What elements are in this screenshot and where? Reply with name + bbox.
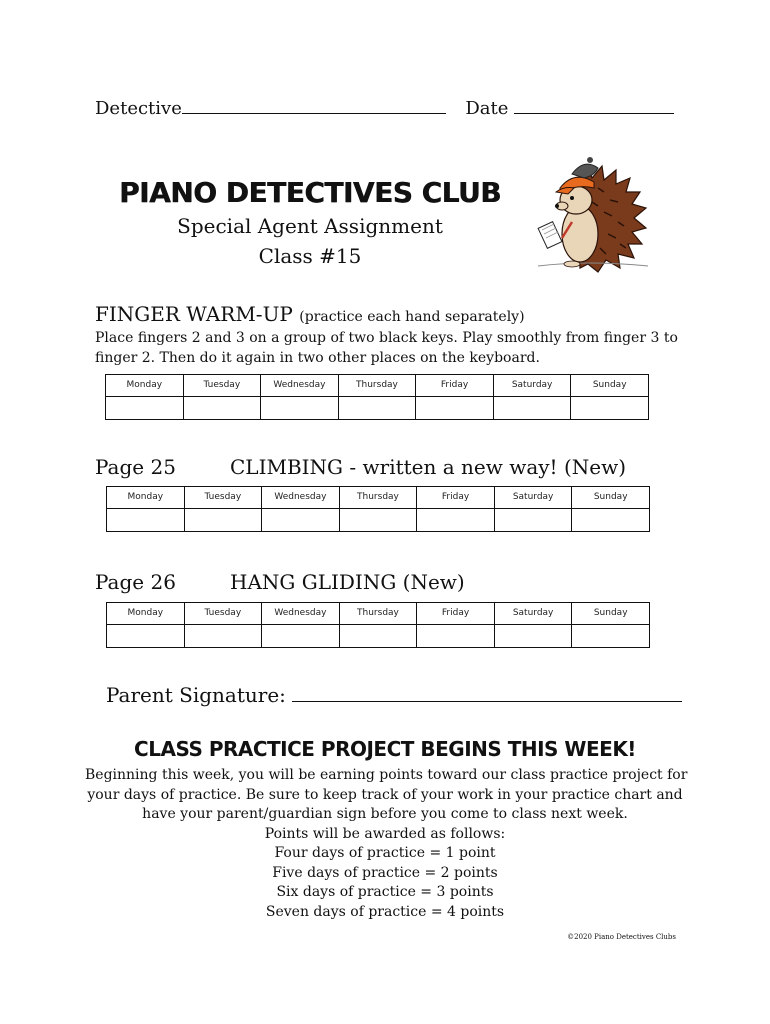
date-label: Date: [465, 98, 509, 119]
warmup-practice-chart: [105, 374, 649, 420]
subtitle: Special Agent Assignment: [177, 214, 443, 238]
check-cell[interactable]: [572, 509, 650, 532]
check-cell[interactable]: [493, 397, 571, 420]
page-26-practice-chart: [106, 602, 650, 648]
instructions-line-1: Place fingers 2 and 3 on a group of two black keys. Play smoothly from finger 3 to: [95, 330, 678, 346]
project-title: CLASS PRACTICE PROJECT BEGINS THIS WEEK!: [134, 737, 636, 761]
check-cell[interactable]: [261, 397, 339, 420]
points-line: Four days of practice = 1 point: [274, 845, 496, 861]
check-cell[interactable]: [183, 397, 261, 420]
warmup-instructions: [95, 328, 678, 368]
check-cell[interactable]: [338, 397, 416, 420]
day-friday: Friday: [417, 603, 495, 625]
day-saturday: Saturday: [494, 487, 572, 509]
day-sunday: Sunday: [571, 375, 649, 397]
check-cell[interactable]: [417, 625, 495, 648]
project-line: have your parent/guardian sign before you come to class next week.: [142, 806, 628, 822]
page-title: PIANO DETECTIVES CLUB: [119, 176, 501, 209]
day-monday: Monday: [107, 487, 185, 509]
project-description: [85, 766, 688, 922]
check-cell[interactable]: [184, 509, 262, 532]
check-cell[interactable]: [339, 509, 417, 532]
check-cell[interactable]: [262, 509, 340, 532]
warmup-note: (practice each hand separately): [299, 309, 525, 325]
day-wednesday: Wednesday: [262, 487, 340, 509]
check-cell[interactable]: [416, 397, 494, 420]
chart-checkbox-row: [107, 509, 650, 532]
points-line: Five days of practice = 2 points: [272, 864, 498, 881]
header-line: [95, 98, 674, 119]
check-cell[interactable]: [494, 509, 572, 532]
project-line: Beginning this week, you will be earning points toward our class practice project for: [85, 767, 688, 783]
copyright: ©2020 Piano Detectives Clubs: [567, 933, 676, 941]
check-cell[interactable]: [107, 509, 185, 532]
check-cell[interactable]: [417, 509, 495, 532]
points-line: Six days of practice = 3 points: [276, 884, 494, 900]
day-sunday: Sunday: [572, 603, 650, 625]
check-cell[interactable]: [339, 625, 417, 648]
day-tuesday: Tuesday: [183, 375, 261, 397]
day-monday: Monday: [106, 375, 184, 397]
day-thursday: Thursday: [338, 375, 416, 397]
parent-signature: [106, 683, 682, 707]
class-number: Class #15: [258, 244, 362, 268]
points-intro: Points will be awarded as follows:: [264, 825, 506, 842]
check-cell[interactable]: [106, 397, 184, 420]
day-wednesday: Wednesday: [261, 375, 339, 397]
day-saturday: Saturday: [494, 603, 572, 625]
day-saturday: Saturday: [493, 375, 571, 397]
check-cell[interactable]: [262, 625, 340, 648]
day-thursday: Thursday: [339, 603, 417, 625]
day-monday: Monday: [107, 603, 185, 625]
detective-label: Detective: [95, 98, 182, 119]
day-friday: Friday: [416, 375, 494, 397]
page-25-label: Page 25: [95, 455, 176, 479]
day-tuesday: Tuesday: [184, 603, 262, 625]
chart-checkbox-row: [106, 397, 649, 420]
day-thursday: Thursday: [339, 487, 417, 509]
parent-signature-line[interactable]: [292, 687, 682, 702]
chart-checkbox-row: [107, 625, 650, 648]
day-tuesday: Tuesday: [184, 487, 262, 509]
warmup-heading: [95, 302, 525, 326]
page-25-practice-chart: [106, 486, 650, 532]
hedgehog-detective-icon: [528, 148, 656, 276]
parent-signature-label: Parent Signature:: [106, 683, 286, 707]
project-line: your days of practice. Be sure to keep track of your work in your practice chart and: [87, 786, 683, 803]
chart-header-row: [107, 603, 650, 625]
check-cell[interactable]: [107, 625, 185, 648]
check-cell[interactable]: [571, 397, 649, 420]
chart-header-row: [106, 375, 649, 397]
warmup-title: FINGER WARM-UP: [95, 302, 293, 326]
day-friday: Friday: [417, 487, 495, 509]
chart-header-row: [107, 487, 650, 509]
check-cell[interactable]: [184, 625, 262, 648]
date-line[interactable]: [514, 99, 674, 114]
instructions-line-2: finger 2. Then do it again in two other places on the keyboard.: [95, 350, 540, 366]
check-cell[interactable]: [494, 625, 572, 648]
detective-name-line[interactable]: [182, 99, 446, 114]
page-26-title: HANG GLIDING (New): [230, 570, 465, 594]
page-25-title: CLIMBING - written a new way! (New): [230, 455, 627, 479]
day-sunday: Sunday: [572, 487, 650, 509]
points-line: Seven days of practice = 4 points: [265, 903, 505, 920]
day-wednesday: Wednesday: [262, 603, 340, 625]
page-26-label: Page 26: [95, 570, 176, 594]
check-cell[interactable]: [572, 625, 650, 648]
